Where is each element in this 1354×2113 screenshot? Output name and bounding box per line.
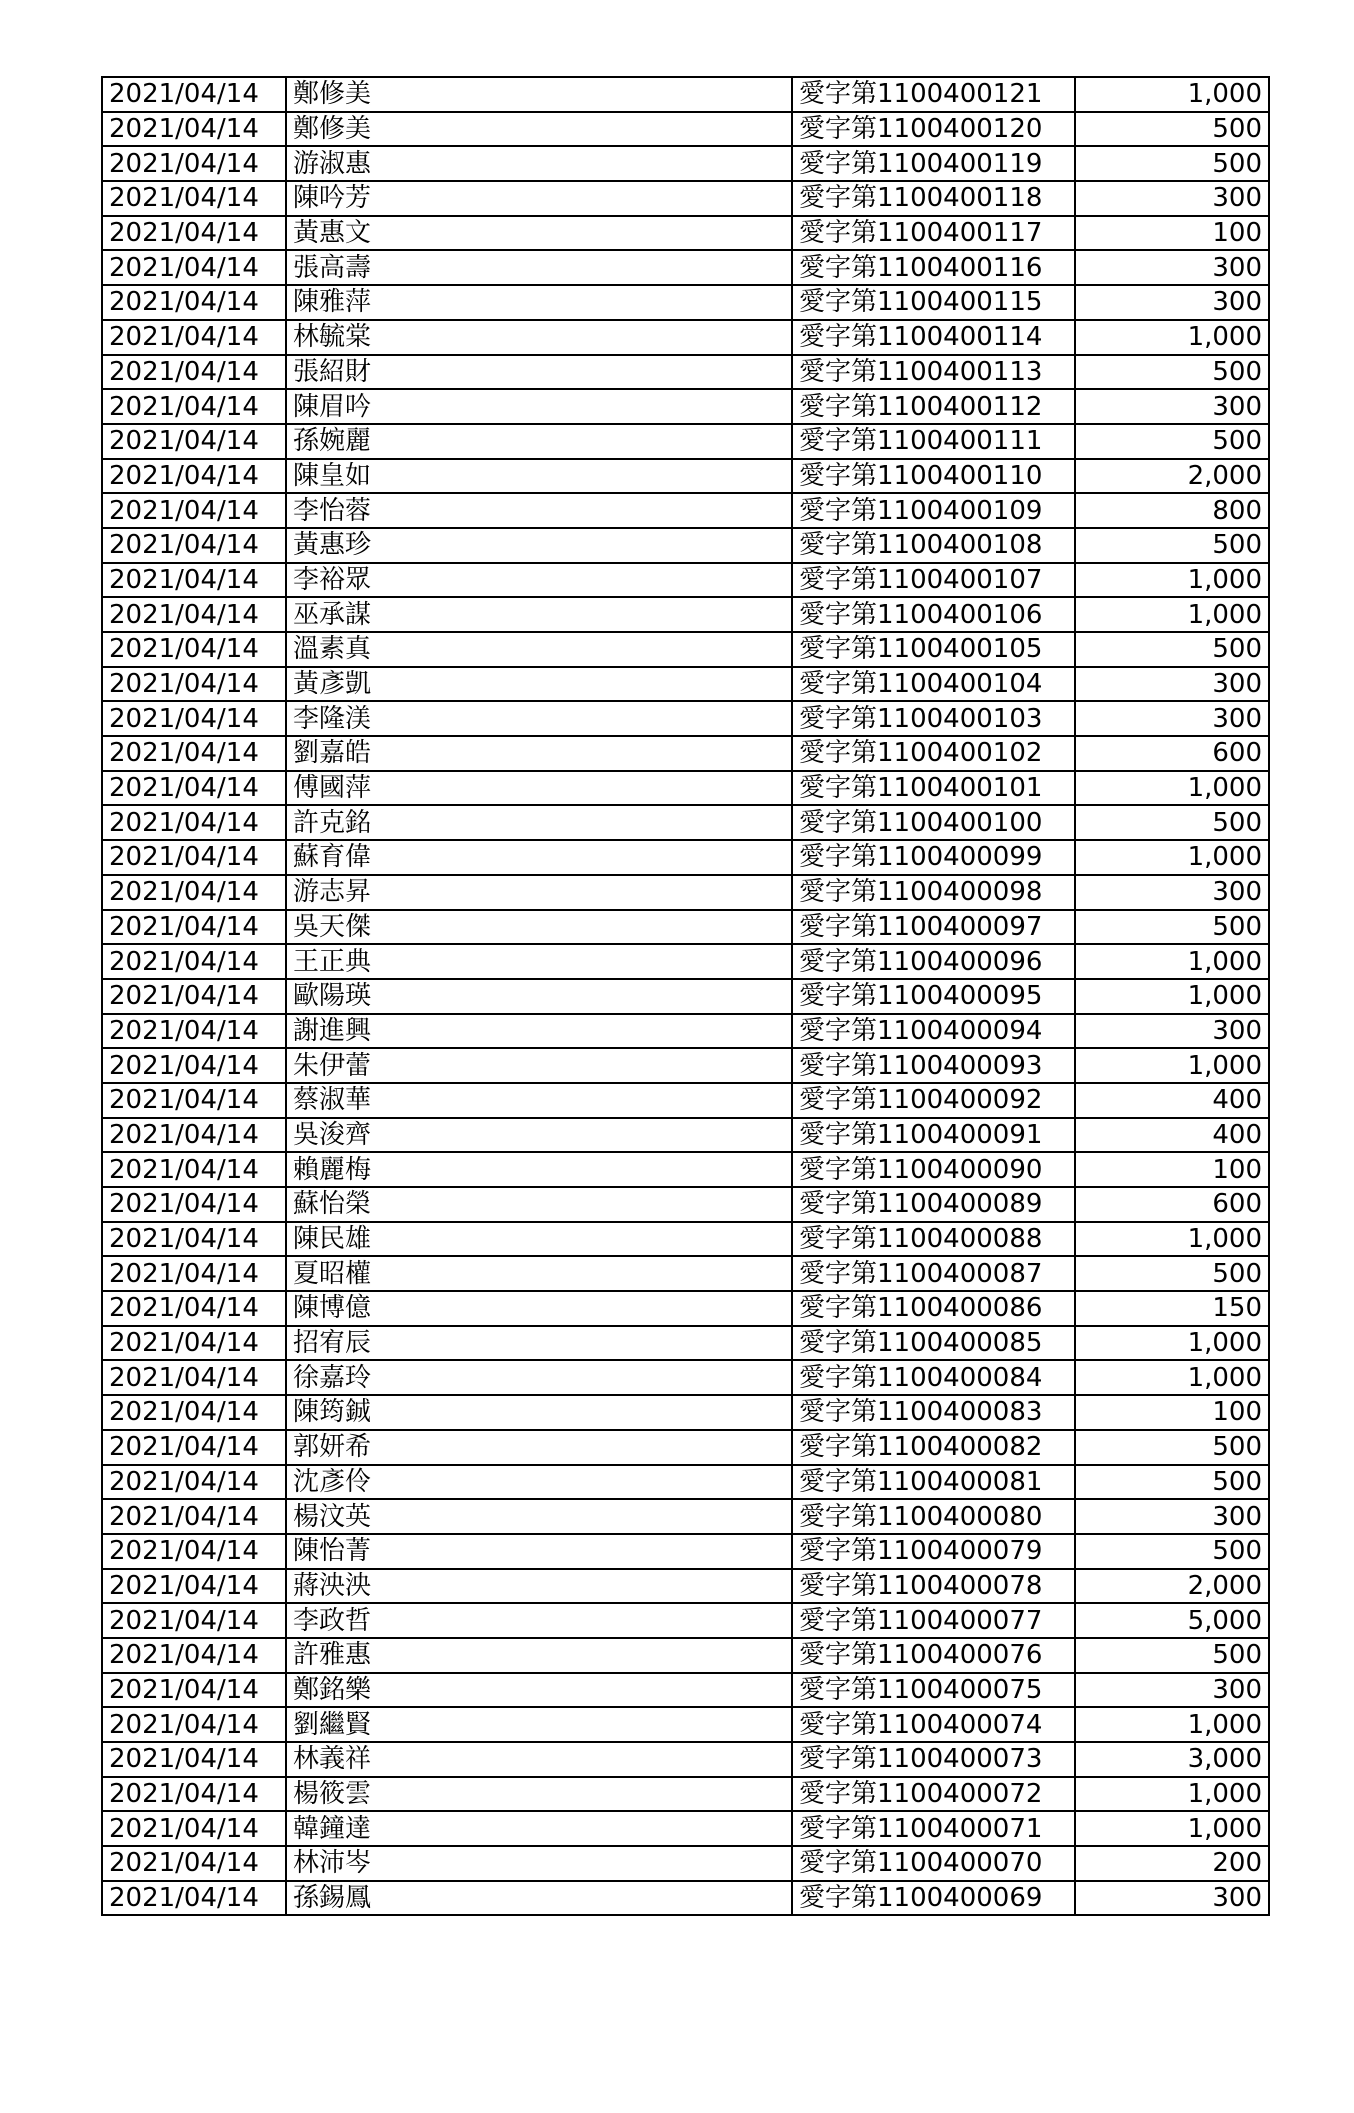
table-row (102, 944, 1269, 979)
table-row (102, 181, 1269, 216)
date-cell: 2021/04/14 (102, 1395, 286, 1430)
amount-cell: 300 (1075, 1014, 1269, 1049)
date-cell: 2021/04/14 (102, 216, 286, 251)
name-cell: 朱伊蕾 (286, 1048, 792, 1083)
amount-cell: 1,000 (1075, 563, 1269, 598)
table-row (102, 112, 1269, 147)
date-cell: 2021/04/14 (102, 1742, 286, 1777)
name-cell: 劉嘉皓 (286, 736, 792, 771)
name-cell: 林義祥 (286, 1742, 792, 1777)
date-cell: 2021/04/14 (102, 1256, 286, 1291)
date-cell: 2021/04/14 (102, 355, 286, 390)
date-cell: 2021/04/14 (102, 424, 286, 459)
date-cell: 2021/04/14 (102, 1673, 286, 1708)
amount-cell: 1,000 (1075, 979, 1269, 1014)
receipt-number-cell: 愛字第1100400121 (792, 77, 1075, 112)
amount-cell: 3,000 (1075, 1742, 1269, 1777)
amount-cell: 500 (1075, 424, 1269, 459)
name-cell: 陳怡菁 (286, 1534, 792, 1569)
name-cell: 黃彥凱 (286, 667, 792, 702)
date-cell: 2021/04/14 (102, 1603, 286, 1638)
date-cell: 2021/04/14 (102, 250, 286, 285)
amount-cell: 300 (1075, 250, 1269, 285)
name-cell: 游淑惠 (286, 146, 792, 181)
amount-cell: 100 (1075, 1395, 1269, 1430)
table-row (102, 979, 1269, 1014)
receipt-number-cell: 愛字第1100400107 (792, 563, 1075, 598)
name-cell: 蔣泱泱 (286, 1569, 792, 1604)
table-row (102, 1430, 1269, 1465)
receipt-number-cell: 愛字第1100400076 (792, 1638, 1075, 1673)
amount-cell: 1,000 (1075, 771, 1269, 806)
table-row (102, 1118, 1269, 1153)
name-cell: 沈彥伶 (286, 1465, 792, 1500)
amount-cell: 100 (1075, 1152, 1269, 1187)
table-row (102, 250, 1269, 285)
table-row (102, 701, 1269, 736)
amount-cell: 500 (1075, 146, 1269, 181)
name-cell: 蘇育偉 (286, 840, 792, 875)
table-row (102, 424, 1269, 459)
name-cell: 歐陽瑛 (286, 979, 792, 1014)
receipt-number-cell: 愛字第1100400075 (792, 1673, 1075, 1708)
name-cell: 李怡蓉 (286, 493, 792, 528)
receipt-number-cell: 愛字第1100400091 (792, 1118, 1075, 1153)
amount-cell: 1,000 (1075, 944, 1269, 979)
date-cell: 2021/04/14 (102, 632, 286, 667)
date-cell: 2021/04/14 (102, 979, 286, 1014)
name-cell: 陳博億 (286, 1291, 792, 1326)
amount-cell: 1,000 (1075, 1360, 1269, 1395)
amount-cell: 5,000 (1075, 1603, 1269, 1638)
receipt-number-cell: 愛字第1100400072 (792, 1777, 1075, 1812)
date-cell: 2021/04/14 (102, 944, 286, 979)
table-row (102, 1465, 1269, 1500)
name-cell: 蔡淑華 (286, 1083, 792, 1118)
date-cell: 2021/04/14 (102, 1048, 286, 1083)
receipt-number-cell: 愛字第1100400105 (792, 632, 1075, 667)
name-cell: 陳皇如 (286, 459, 792, 494)
name-cell: 林沛岑 (286, 1846, 792, 1881)
table-row (102, 459, 1269, 494)
name-cell: 郭妍希 (286, 1430, 792, 1465)
name-cell: 許克銘 (286, 805, 792, 840)
name-cell: 溫素真 (286, 632, 792, 667)
date-cell: 2021/04/14 (102, 528, 286, 563)
name-cell: 王正典 (286, 944, 792, 979)
table-row (102, 1395, 1269, 1430)
date-cell: 2021/04/14 (102, 77, 286, 112)
table-row (102, 1360, 1269, 1395)
receipt-number-cell: 愛字第1100400077 (792, 1603, 1075, 1638)
table-row (102, 1569, 1269, 1604)
receipt-number-cell: 愛字第1100400079 (792, 1534, 1075, 1569)
table-row (102, 805, 1269, 840)
table-row (102, 1187, 1269, 1222)
receipt-number-cell: 愛字第1100400102 (792, 736, 1075, 771)
date-cell: 2021/04/14 (102, 1499, 286, 1534)
date-cell: 2021/04/14 (102, 285, 286, 320)
receipt-number-cell: 愛字第1100400101 (792, 771, 1075, 806)
table-row (102, 146, 1269, 181)
receipt-number-cell: 愛字第1100400089 (792, 1187, 1075, 1222)
date-cell: 2021/04/14 (102, 1638, 286, 1673)
amount-cell: 200 (1075, 1846, 1269, 1881)
receipt-number-cell: 愛字第1100400109 (792, 493, 1075, 528)
name-cell: 孫婉麗 (286, 424, 792, 459)
table-row (102, 910, 1269, 945)
amount-cell: 1,000 (1075, 1048, 1269, 1083)
date-cell: 2021/04/14 (102, 112, 286, 147)
name-cell: 鄭修美 (286, 112, 792, 147)
receipt-number-cell: 愛字第1100400098 (792, 875, 1075, 910)
amount-cell: 500 (1075, 1430, 1269, 1465)
table-row (102, 1811, 1269, 1846)
amount-cell: 2,000 (1075, 459, 1269, 494)
amount-cell: 500 (1075, 805, 1269, 840)
receipt-number-cell: 愛字第1100400096 (792, 944, 1075, 979)
date-cell: 2021/04/14 (102, 181, 286, 216)
amount-cell: 800 (1075, 493, 1269, 528)
name-cell: 游志昇 (286, 875, 792, 910)
table-row (102, 1326, 1269, 1361)
amount-cell: 1,000 (1075, 1811, 1269, 1846)
receipt-number-cell: 愛字第1100400104 (792, 667, 1075, 702)
name-cell: 陳眉吟 (286, 389, 792, 424)
table-row (102, 875, 1269, 910)
table-row (102, 1673, 1269, 1708)
date-cell: 2021/04/14 (102, 1291, 286, 1326)
name-cell: 楊筱雲 (286, 1777, 792, 1812)
table-row (102, 1152, 1269, 1187)
date-cell: 2021/04/14 (102, 736, 286, 771)
amount-cell: 500 (1075, 112, 1269, 147)
date-cell: 2021/04/14 (102, 701, 286, 736)
date-cell: 2021/04/14 (102, 1118, 286, 1153)
table-row (102, 1777, 1269, 1812)
name-cell: 黃惠文 (286, 216, 792, 251)
name-cell: 張紹財 (286, 355, 792, 390)
receipt-number-cell: 愛字第1100400103 (792, 701, 1075, 736)
table-row (102, 216, 1269, 251)
date-cell: 2021/04/14 (102, 910, 286, 945)
date-cell: 2021/04/14 (102, 840, 286, 875)
receipt-number-cell: 愛字第1100400070 (792, 1846, 1075, 1881)
receipt-number-cell: 愛字第1100400083 (792, 1395, 1075, 1430)
amount-cell: 1,000 (1075, 77, 1269, 112)
date-cell: 2021/04/14 (102, 805, 286, 840)
name-cell: 鄭銘樂 (286, 1673, 792, 1708)
table-row (102, 285, 1269, 320)
table-row (102, 1846, 1269, 1881)
name-cell: 蘇怡榮 (286, 1187, 792, 1222)
table-row (102, 320, 1269, 355)
amount-cell: 500 (1075, 1638, 1269, 1673)
amount-cell: 300 (1075, 389, 1269, 424)
receipt-number-cell: 愛字第1100400071 (792, 1811, 1075, 1846)
name-cell: 徐嘉玲 (286, 1360, 792, 1395)
receipt-number-cell: 愛字第1100400081 (792, 1465, 1075, 1500)
amount-cell: 300 (1075, 875, 1269, 910)
amount-cell: 500 (1075, 1534, 1269, 1569)
table-row (102, 736, 1269, 771)
receipt-number-cell: 愛字第1100400080 (792, 1499, 1075, 1534)
table-row (102, 1048, 1269, 1083)
receipt-number-cell: 愛字第1100400095 (792, 979, 1075, 1014)
receipt-number-cell: 愛字第1100400069 (792, 1881, 1075, 1916)
name-cell: 吳浚齊 (286, 1118, 792, 1153)
receipt-number-cell: 愛字第1100400110 (792, 459, 1075, 494)
table-row (102, 389, 1269, 424)
amount-cell: 300 (1075, 1673, 1269, 1708)
name-cell: 林毓棠 (286, 320, 792, 355)
amount-cell: 1,000 (1075, 320, 1269, 355)
amount-cell: 1,000 (1075, 597, 1269, 632)
amount-cell: 300 (1075, 1881, 1269, 1916)
name-cell: 黃惠珍 (286, 528, 792, 563)
amount-cell: 400 (1075, 1083, 1269, 1118)
receipt-number-cell: 愛字第1100400117 (792, 216, 1075, 251)
name-cell: 陳筠鋮 (286, 1395, 792, 1430)
amount-cell: 500 (1075, 1465, 1269, 1500)
receipt-number-cell: 愛字第1100400073 (792, 1742, 1075, 1777)
receipt-number-cell: 愛字第1100400074 (792, 1707, 1075, 1742)
table-row (102, 528, 1269, 563)
table-row (102, 771, 1269, 806)
amount-cell: 1,000 (1075, 1222, 1269, 1257)
date-cell: 2021/04/14 (102, 597, 286, 632)
amount-cell: 150 (1075, 1291, 1269, 1326)
receipt-number-cell: 愛字第1100400108 (792, 528, 1075, 563)
receipt-number-cell: 愛字第1100400088 (792, 1222, 1075, 1257)
date-cell: 2021/04/14 (102, 1846, 286, 1881)
name-cell: 孫錫鳳 (286, 1881, 792, 1916)
receipt-number-cell: 愛字第1100400094 (792, 1014, 1075, 1049)
date-cell: 2021/04/14 (102, 1014, 286, 1049)
amount-cell: 100 (1075, 216, 1269, 251)
name-cell: 謝進興 (286, 1014, 792, 1049)
table-row (102, 840, 1269, 875)
table-row (102, 1742, 1269, 1777)
date-cell: 2021/04/14 (102, 1707, 286, 1742)
date-cell: 2021/04/14 (102, 667, 286, 702)
table-row (102, 667, 1269, 702)
table-row (102, 1638, 1269, 1673)
amount-cell: 500 (1075, 528, 1269, 563)
table-row (102, 355, 1269, 390)
receipt-number-cell: 愛字第1100400119 (792, 146, 1075, 181)
date-cell: 2021/04/14 (102, 875, 286, 910)
table-row (102, 77, 1269, 112)
receipt-number-cell: 愛字第1100400115 (792, 285, 1075, 320)
receipt-number-cell: 愛字第1100400092 (792, 1083, 1075, 1118)
amount-cell: 300 (1075, 1499, 1269, 1534)
table-row (102, 1534, 1269, 1569)
receipt-number-cell: 愛字第1100400090 (792, 1152, 1075, 1187)
date-cell: 2021/04/14 (102, 1881, 286, 1916)
amount-cell: 500 (1075, 632, 1269, 667)
table-row (102, 1014, 1269, 1049)
table-row (102, 1499, 1269, 1534)
receipt-number-cell: 愛字第1100400112 (792, 389, 1075, 424)
amount-cell: 300 (1075, 285, 1269, 320)
table-row (102, 1881, 1269, 1916)
amount-cell: 1,000 (1075, 1777, 1269, 1812)
table-row (102, 1222, 1269, 1257)
table-row (102, 632, 1269, 667)
amount-cell: 500 (1075, 910, 1269, 945)
name-cell: 韓鐘達 (286, 1811, 792, 1846)
table-row (102, 1256, 1269, 1291)
receipt-number-cell: 愛字第1100400093 (792, 1048, 1075, 1083)
name-cell: 賴麗梅 (286, 1152, 792, 1187)
name-cell: 李裕眾 (286, 563, 792, 598)
name-cell: 張高壽 (286, 250, 792, 285)
name-cell: 招宥辰 (286, 1326, 792, 1361)
date-cell: 2021/04/14 (102, 1222, 286, 1257)
name-cell: 巫承謀 (286, 597, 792, 632)
receipt-number-cell: 愛字第1100400100 (792, 805, 1075, 840)
table-row (102, 1603, 1269, 1638)
receipt-number-cell: 愛字第1100400087 (792, 1256, 1075, 1291)
table-row (102, 1707, 1269, 1742)
date-cell: 2021/04/14 (102, 389, 286, 424)
table-row (102, 1083, 1269, 1118)
name-cell: 李隆渼 (286, 701, 792, 736)
name-cell: 楊汶英 (286, 1499, 792, 1534)
name-cell: 夏昭權 (286, 1256, 792, 1291)
amount-cell: 1,000 (1075, 1707, 1269, 1742)
date-cell: 2021/04/14 (102, 1777, 286, 1812)
amount-cell: 500 (1075, 1256, 1269, 1291)
amount-cell: 400 (1075, 1118, 1269, 1153)
amount-cell: 300 (1075, 701, 1269, 736)
date-cell: 2021/04/14 (102, 1569, 286, 1604)
date-cell: 2021/04/14 (102, 1083, 286, 1118)
receipt-number-cell: 愛字第1100400118 (792, 181, 1075, 216)
date-cell: 2021/04/14 (102, 771, 286, 806)
receipt-number-cell: 愛字第1100400111 (792, 424, 1075, 459)
date-cell: 2021/04/14 (102, 146, 286, 181)
receipt-number-cell: 愛字第1100400099 (792, 840, 1075, 875)
receipt-number-cell: 愛字第1100400084 (792, 1360, 1075, 1395)
table-row (102, 597, 1269, 632)
receipt-number-cell: 愛字第1100400086 (792, 1291, 1075, 1326)
date-cell: 2021/04/14 (102, 493, 286, 528)
date-cell: 2021/04/14 (102, 1811, 286, 1846)
date-cell: 2021/04/14 (102, 1430, 286, 1465)
amount-cell: 300 (1075, 181, 1269, 216)
date-cell: 2021/04/14 (102, 320, 286, 355)
receipt-number-cell: 愛字第1100400114 (792, 320, 1075, 355)
date-cell: 2021/04/14 (102, 459, 286, 494)
receipt-number-cell: 愛字第1100400085 (792, 1326, 1075, 1361)
amount-cell: 600 (1075, 1187, 1269, 1222)
date-cell: 2021/04/14 (102, 1465, 286, 1500)
name-cell: 傅國萍 (286, 771, 792, 806)
amount-cell: 2,000 (1075, 1569, 1269, 1604)
receipt-number-cell: 愛字第1100400082 (792, 1430, 1075, 1465)
name-cell: 劉繼賢 (286, 1707, 792, 1742)
name-cell: 吳天傑 (286, 910, 792, 945)
donation-table-body (102, 77, 1269, 1915)
receipt-number-cell: 愛字第1100400097 (792, 910, 1075, 945)
date-cell: 2021/04/14 (102, 1534, 286, 1569)
date-cell: 2021/04/14 (102, 1187, 286, 1222)
name-cell: 陳民雄 (286, 1222, 792, 1257)
amount-cell: 1,000 (1075, 840, 1269, 875)
name-cell: 李政哲 (286, 1603, 792, 1638)
date-cell: 2021/04/14 (102, 1360, 286, 1395)
name-cell: 許雅惠 (286, 1638, 792, 1673)
receipt-number-cell: 愛字第1100400106 (792, 597, 1075, 632)
name-cell: 陳吟芳 (286, 181, 792, 216)
amount-cell: 300 (1075, 667, 1269, 702)
table-row (102, 563, 1269, 598)
receipt-number-cell: 愛字第1100400078 (792, 1569, 1075, 1604)
table-row (102, 493, 1269, 528)
amount-cell: 600 (1075, 736, 1269, 771)
receipt-number-cell: 愛字第1100400120 (792, 112, 1075, 147)
amount-cell: 500 (1075, 355, 1269, 390)
date-cell: 2021/04/14 (102, 563, 286, 598)
name-cell: 陳雅萍 (286, 285, 792, 320)
receipt-number-cell: 愛字第1100400116 (792, 250, 1075, 285)
date-cell: 2021/04/14 (102, 1326, 286, 1361)
name-cell: 鄭修美 (286, 77, 792, 112)
amount-cell: 1,000 (1075, 1326, 1269, 1361)
donation-table (101, 76, 1270, 1916)
date-cell: 2021/04/14 (102, 1152, 286, 1187)
table-row (102, 1291, 1269, 1326)
receipt-number-cell: 愛字第1100400113 (792, 355, 1075, 390)
